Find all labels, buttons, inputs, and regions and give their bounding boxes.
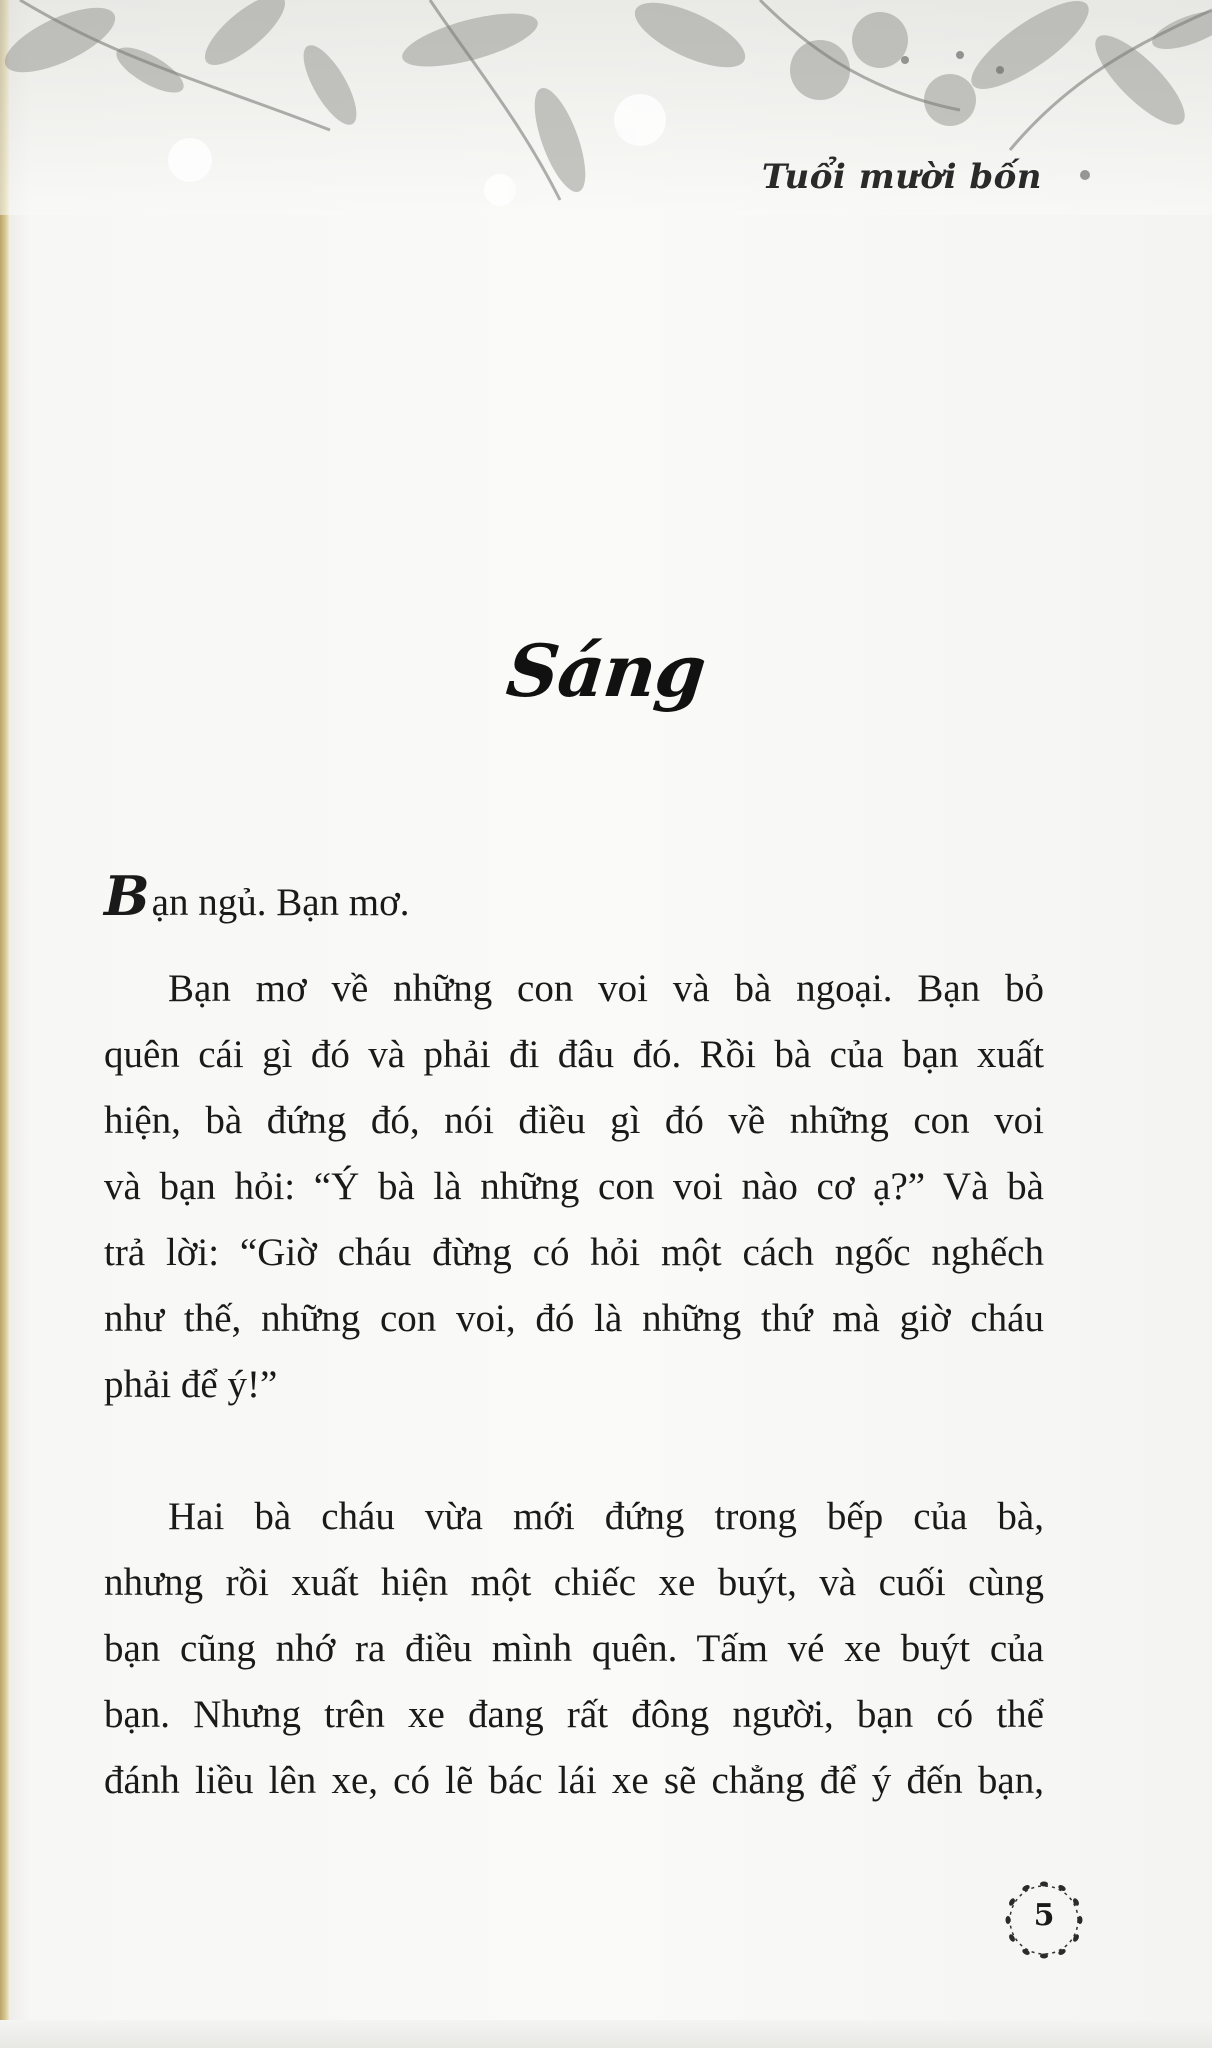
running-head-title: Tuổi mười bốn	[761, 157, 1042, 197]
text-line: và bạn hỏi: “Ý bà là những con voi nào cơ ạ?” Và bà	[104, 1165, 1044, 1208]
text-line: Bạn mơ về những con voi và bà ngoại. Bạn bỏ	[168, 967, 1044, 1010]
text-line: bạn cũng nhớ ra điều mình quên. Tấm vé xe buýt của	[104, 1627, 1044, 1670]
text-line: quên cái gì đó và phải đi đâu đó. Rồi bà của bạn xuất	[104, 1033, 1044, 1076]
page-number: 5	[1033, 1898, 1055, 1933]
text-line: phải để ý!”	[104, 1363, 278, 1406]
paragraph-1-text: ạn ngủ. Bạn mơ.	[151, 881, 410, 924]
body-text	[104, 864, 1044, 1814]
text-line: trả lời: “Giờ cháu đừng có hỏi một cách ngốc nghếch	[104, 1231, 1044, 1274]
paragraph-1	[104, 864, 1044, 936]
text-line: hiện, bà đứng đó, nói điều gì đó về những con voi	[104, 1099, 1044, 1142]
text-line: nhưng rồi xuất hiện một chiếc xe buýt, và cuối cùng	[104, 1561, 1044, 1604]
paragraph-3	[104, 1484, 1044, 1814]
text-line: đánh liều lên xe, có lẽ bác lái xe sẽ chẳng để ý đến bạn,	[104, 1759, 1044, 1802]
text-line: như thế, những con voi, đó là những thứ mà giờ cháu	[104, 1297, 1044, 1340]
paragraph-2	[104, 956, 1044, 1418]
chapter-title: Sáng	[502, 628, 710, 713]
drop-cap: B	[104, 864, 150, 928]
text-line: Hai bà cháu vừa mới đứng trong bếp của bà,	[168, 1495, 1044, 1538]
page-bottom-edge	[0, 2020, 1212, 2048]
text-line: bạn. Nhưng trên xe đang rất đông người, bạn có thể	[104, 1693, 1044, 1736]
book-spine-edge	[0, 0, 9, 2048]
page-number-badge	[1000, 1876, 1088, 1964]
